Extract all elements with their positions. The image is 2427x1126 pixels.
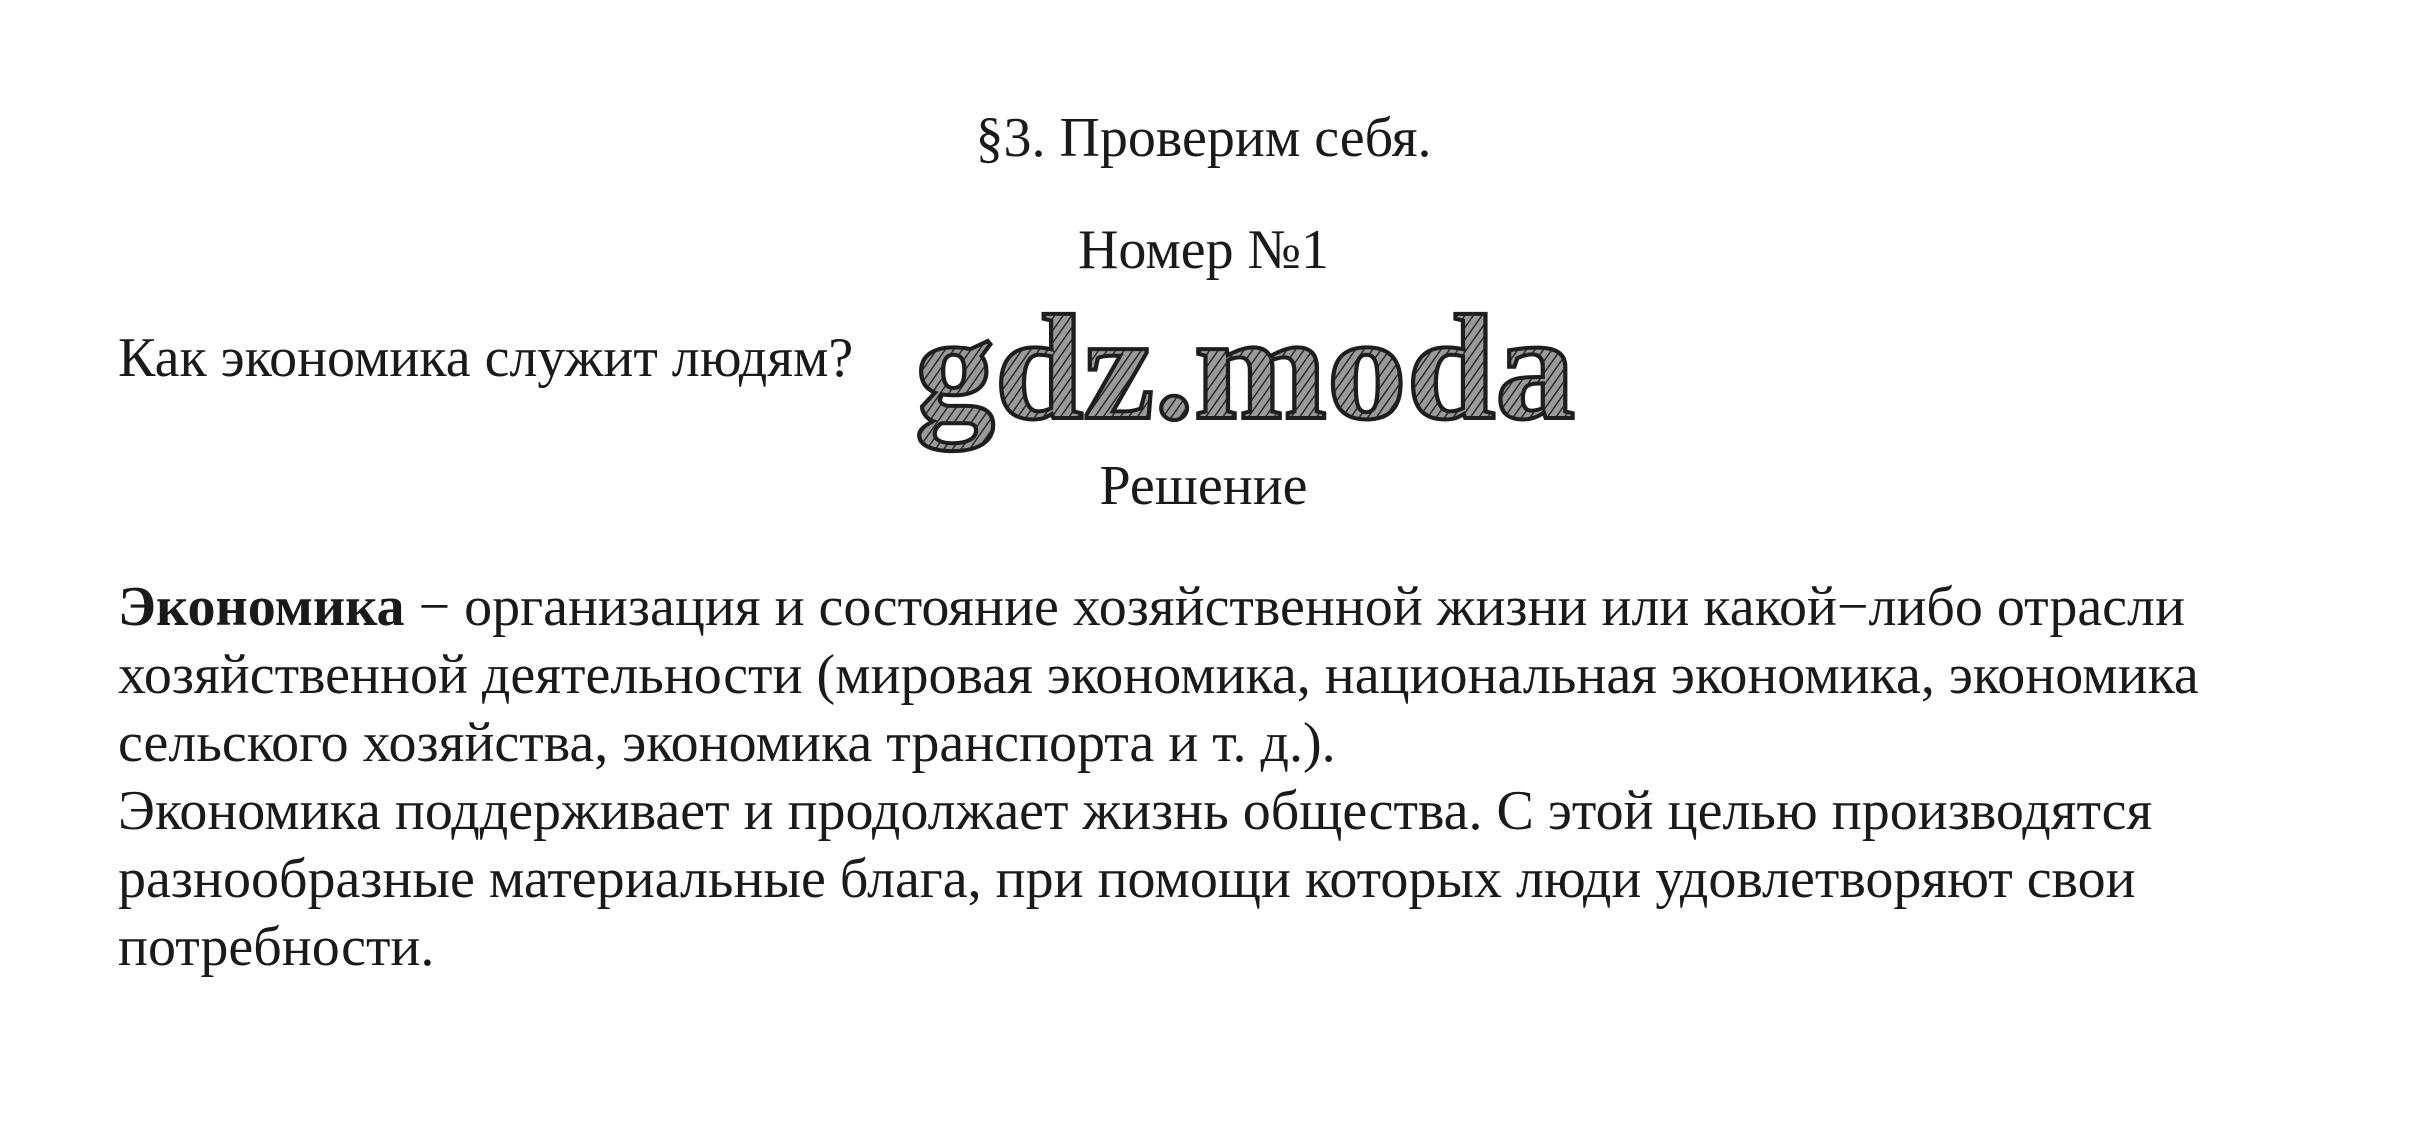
question-text: Как экономика служит людям? [118, 327, 854, 389]
task-number: Номер №1 [1077, 219, 1330, 281]
answer-body [118, 573, 2338, 981]
answer-explanation: Экономика поддерживает и продолжает жизнь общества. С этой целью производятся разнообразные материальные блага, при помощи которых люди удовлетворяют свои потребности. [118, 780, 2153, 978]
answer-definition: − организация и состояние хозяйственной жизни или какой−либо отрасли хозяйственной деятельности (мировая экономика, национальная экономика, экономика сельского хозяйства, экономика транспорта и т. д.). [118, 576, 2199, 774]
watermark-logo [905, 296, 1605, 476]
solution-heading: Решение [1099, 455, 1308, 517]
answer-term: Экономика [118, 576, 405, 638]
answer-definition-paragraph [118, 573, 2338, 777]
paragraph-title: §3. Проверим себя. [975, 107, 1432, 169]
watermark-text: gdz.moda [915, 296, 1575, 451]
